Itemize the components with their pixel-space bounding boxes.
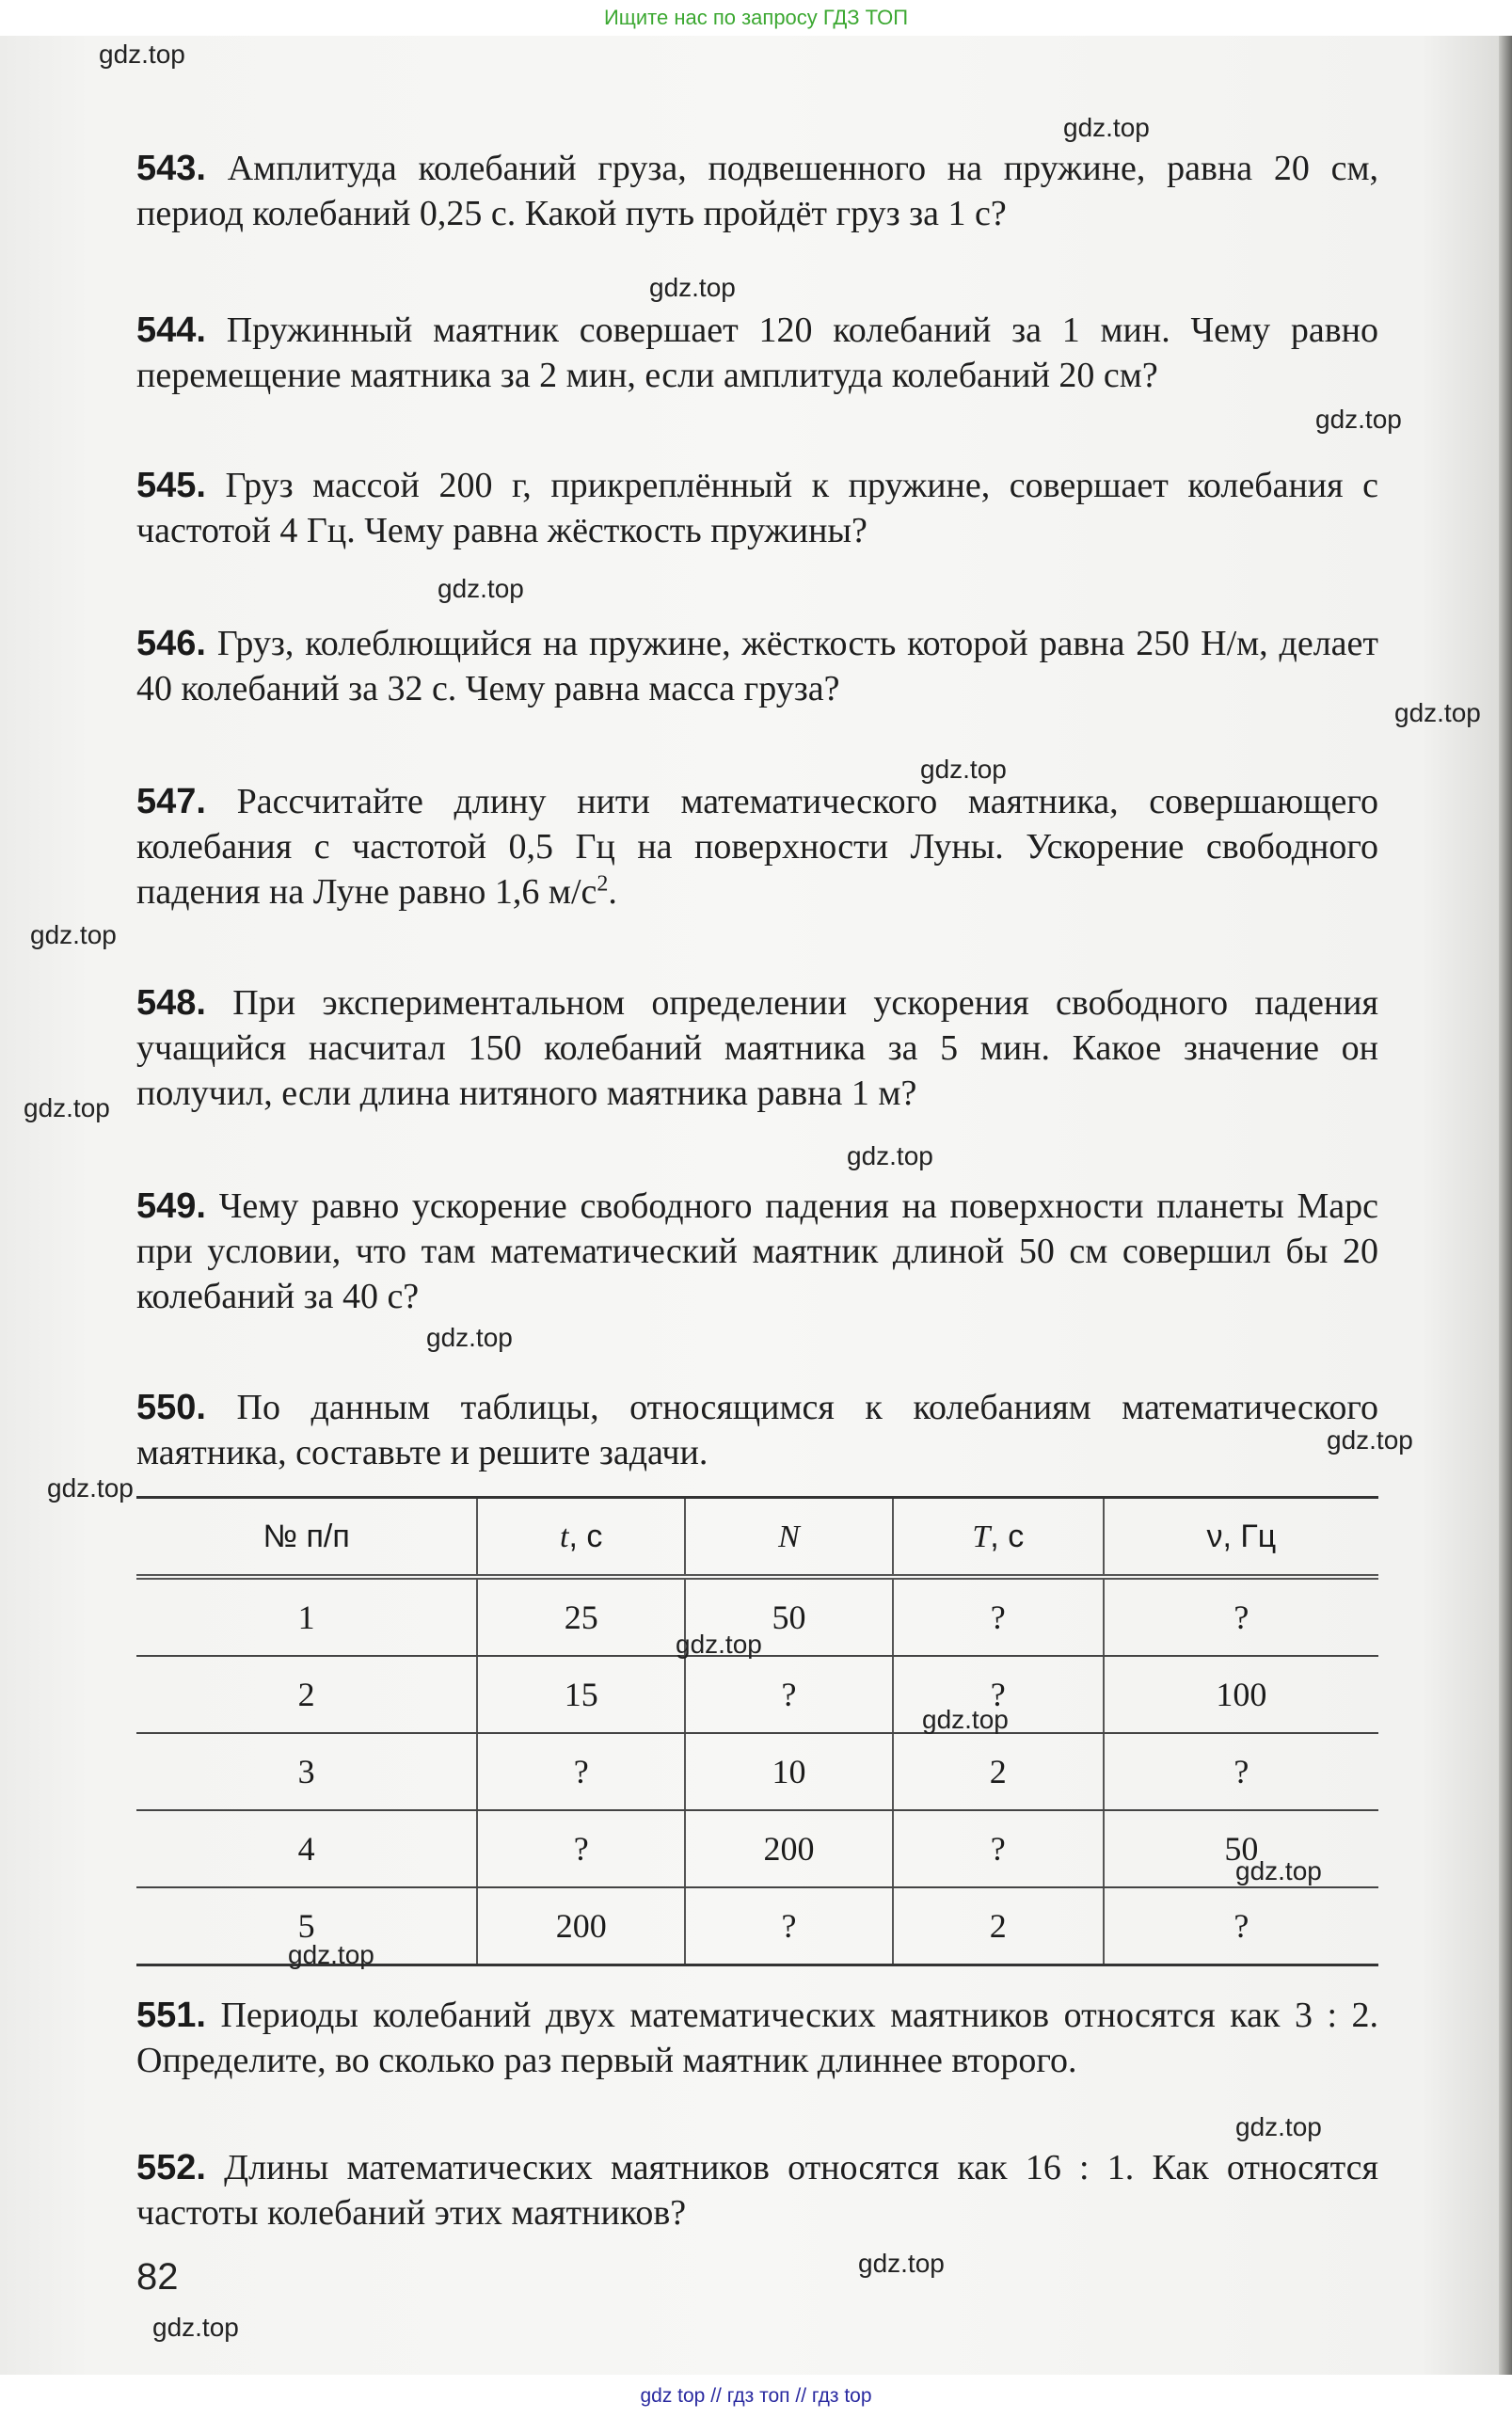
problem-547: 547. Рассчитайте длину нити математического маятника, совершающего колебания с частотой 0,5 Гц на поверхности Луны. Ускорение свободного падения на Луне равно 1,6 $м/с^2$. — [136, 782, 1378, 912]
table-cell: 2 — [893, 1733, 1104, 1810]
col-header-count: N — [685, 1498, 893, 1578]
watermark: gdz.top — [30, 920, 117, 949]
table-cell: 10 — [685, 1733, 893, 1810]
watermark: gdz.top — [920, 755, 1007, 784]
watermark: gdz.top — [1235, 1856, 1322, 1885]
problem-551: 551. Периоды колебаний двух математических маятников относятся как 3 : 2. Определите, во сколько раз первый маятник длиннее второго. — [136, 1996, 1379, 2080]
table-cell: ? — [1104, 1733, 1378, 1810]
bottom-banner[interactable]: gdz top // гдз топ // гдз top — [0, 2375, 1512, 2418]
col-header-index: № п/п — [136, 1498, 477, 1578]
table-cell: 2 — [136, 1656, 477, 1733]
table-cell: 4 — [136, 1810, 477, 1887]
table-header-row — [136, 1498, 1378, 1578]
table-cell: ? — [685, 1887, 893, 1965]
table-cell: 3 — [136, 1733, 477, 1810]
table-cell: 50 — [685, 1577, 893, 1656]
col-header-period: T, с — [893, 1498, 1104, 1578]
table-row — [136, 1656, 1378, 1733]
problem-552: 552. Длины математических маятников относятся как 16 : 1. Как относятся частоты колебаний этих маятников? — [136, 2148, 1378, 2233]
watermark: gdz.top — [847, 1141, 933, 1170]
col-header-time: t, с — [477, 1498, 685, 1578]
table-cell: ? — [893, 1656, 1104, 1733]
table-cell: 15 — [477, 1656, 685, 1733]
watermark: gdz.top — [676, 1630, 762, 1659]
watermark: gdz.top — [24, 1093, 110, 1122]
problem-545: 545. Груз массой 200 г, прикреплённый к пружине, совершает колебания с частотой 4 Гц. Чему равна жёсткость пружины? — [136, 466, 1379, 550]
page-edge-shadow — [1499, 36, 1512, 2375]
table-row — [136, 1733, 1378, 1810]
top-banner[interactable]: Ищите нас по запросу ГДЗ ТОП — [0, 0, 1512, 36]
table-cell: 2 — [893, 1887, 1104, 1965]
page-number: 82 — [136, 2256, 179, 2298]
table-cell: ? — [1104, 1577, 1378, 1656]
table-cell: 50 — [1104, 1810, 1378, 1887]
table-cell: 25 — [477, 1577, 685, 1656]
pendulum-data-table — [136, 1496, 1378, 1966]
watermark: gdz.top — [288, 1940, 374, 1969]
table-cell: ? — [477, 1733, 685, 1810]
table-cell: ? — [893, 1810, 1104, 1887]
table-cell: ? — [477, 1810, 685, 1887]
problem-548: 548. При экспериментальном определении ускорения свободного падения учащийся насчитал 150 колебаний маятника за 5 мин. Какое значение он получил, если длина нитяного маятника равна 1 м? — [136, 983, 1378, 1113]
watermark: gdz.top — [47, 1473, 134, 1503]
problem-546: 546. Груз, колеблющийся на пружине, жёсткость которой равна 250 Н/м, делает 40 колебаний за 32 с. Чему равна масса груза? — [136, 624, 1379, 708]
watermark: gdz.top — [922, 1705, 1009, 1734]
table-cell: ? — [685, 1656, 893, 1733]
watermark: gdz.top — [99, 40, 185, 69]
watermark: gdz.top — [649, 273, 736, 302]
watermark: gdz.top — [438, 574, 524, 603]
table-row — [136, 1810, 1378, 1887]
watermark: gdz.top — [1327, 1425, 1413, 1455]
watermark: gdz.top — [426, 1323, 513, 1352]
table-cell: ? — [1104, 1887, 1378, 1965]
problem-549: 549. Чему равно ускорение свободного падения на поверхности планеты Марс при условии, что там математический маятник длиной 50 см совершил бы 20 колебаний за 40 с? — [136, 1186, 1378, 1316]
watermark: gdz.top — [1063, 113, 1150, 142]
watermark: gdz.top — [1394, 698, 1481, 727]
problem-550: 550. По данным таблицы, относящимся к колебаниям математического маятника, составьте и решите задачи. — [136, 1388, 1379, 1472]
table-cell: 5 — [136, 1887, 477, 1965]
table-cell: ? — [893, 1577, 1104, 1656]
problem-544: 544. Пружинный маятник совершает 120 колебаний за 1 мин. Чему равно перемещение маятника за 2 мин, если амплитуда колебаний 20 см? — [136, 310, 1378, 395]
problem-543: 543. Амплитуда колебаний груза, подвешенного на пружине, равна 20 см, период колебаний 0,25 с. Какой путь пройдёт груз за 1 с? — [136, 149, 1378, 233]
watermark: gdz.top — [858, 2249, 945, 2278]
watermark: gdz.top — [1235, 2112, 1322, 2141]
table-cell: 1 — [136, 1577, 477, 1656]
table-cell: 200 — [477, 1887, 685, 1965]
col-header-frequency: ν, Гц — [1104, 1498, 1378, 1578]
watermark: gdz.top — [152, 2313, 239, 2342]
watermark: gdz.top — [1315, 405, 1402, 434]
table-cell: 200 — [685, 1810, 893, 1887]
table-cell: 100 — [1104, 1656, 1378, 1733]
